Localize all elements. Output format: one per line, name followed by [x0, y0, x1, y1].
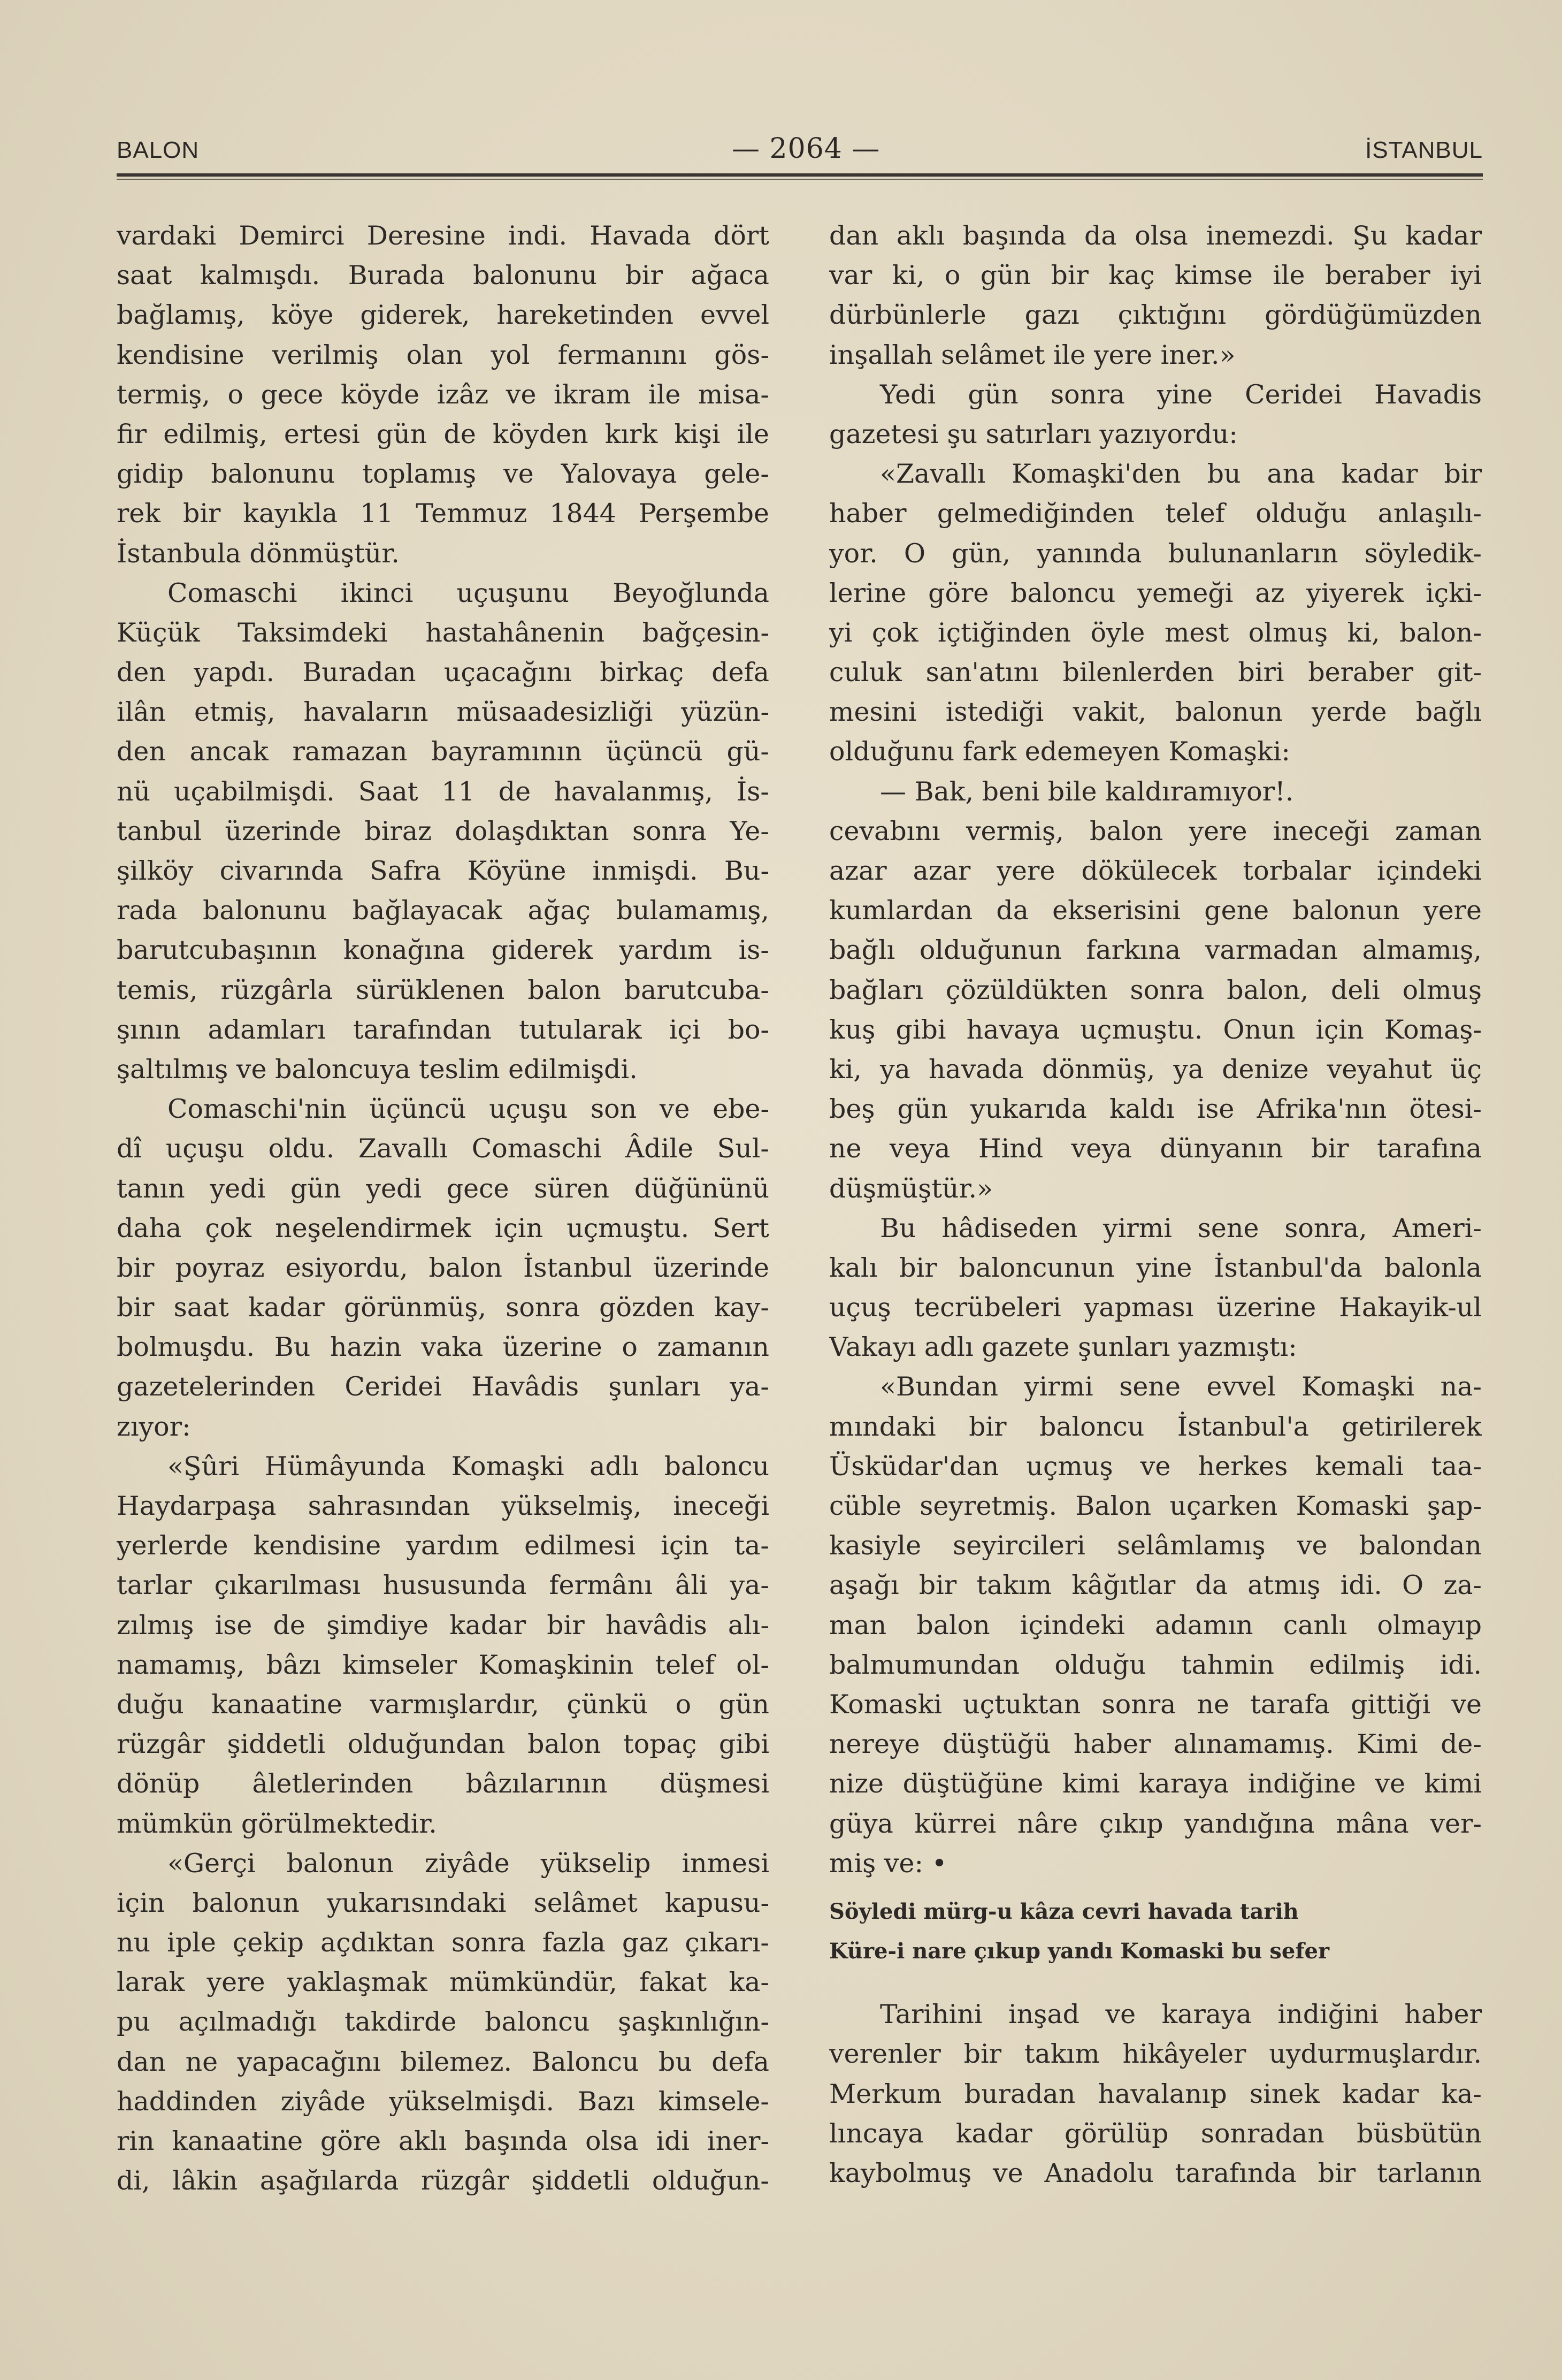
text-line: mümkün görülmektedir.: [117, 1808, 437, 1839]
text-line: «Şûri Hümâyunda Komaşki adlı baloncu: [167, 1451, 769, 1482]
text-line: dan aklı başında da olsa inemezdi. Şu kadar: [829, 220, 1482, 251]
text-line: saat kalmışdı. Burada balonunu bir ağaca: [117, 260, 769, 291]
text-line: zıyor:: [117, 1411, 191, 1442]
text-line: İstanbula dönmüştür.: [117, 538, 400, 569]
text-line: gazetesi şu satırları yazıyordu:: [829, 418, 1238, 449]
text-line: yerlerde kendisine yardım edilmesi için ta-: [117, 1530, 769, 1561]
text-line: haddinden ziyâde yükselmişdi. Bazı kimsele-: [117, 2086, 769, 2117]
text-line: miş ve: •: [829, 1848, 947, 1879]
text-line: yi çok içtiğinden öyle mest olmuş ki, balon-: [829, 617, 1482, 648]
text-line: rin kanaatine göre aklı başında olsa idi iner-: [117, 2126, 769, 2156]
text-line: vardaki Demirci Deresine indi. Havada dört: [117, 220, 769, 251]
text-line: zılmış ise de şimdiye kadar bir havâdis alı-: [117, 1609, 769, 1641]
text-line: nu iple çekip açdıktan sonra fazla gaz çıkarı-: [117, 1927, 769, 1958]
text-line: kuş gibi havaya uçmuştu. Onun için Komaş-: [829, 1014, 1482, 1045]
text-line: culuk san'atını bilenlerden biri beraber git-: [829, 657, 1482, 688]
text-line: düşmüştür.»: [829, 1173, 993, 1204]
text-line: rüzgâr şiddetli olduğundan balon topaç gibi: [117, 1729, 769, 1760]
text-line: için balonun yukarısındaki selâmet kapusu-: [117, 1887, 769, 1918]
left-column: [117, 216, 769, 2201]
text-line: bağları çözüldükten sonra balon, deli olmuş: [829, 974, 1482, 1005]
text-line: verenler bir takım hikâyeler uydurmuşlardır.: [829, 2039, 1482, 2070]
text-line: tanın yedi gün yedi gece süren düğününü: [117, 1173, 769, 1204]
text-line: bir saat kadar görünmüş, sonra gözden kay-: [117, 1292, 769, 1323]
running-header: [117, 127, 1483, 170]
text-line: şilköy civarında Safra Köyüne inmişdi. Bu-: [117, 856, 769, 886]
text-line: Haydarpaşa sahrasından yükselmiş, ineceği: [117, 1491, 769, 1521]
text-line: haber gelmediğinden telef olduğu anlaşılı-: [829, 498, 1482, 529]
text-line: balmumundan olduğu tahmin edilmiş idi.: [829, 1649, 1482, 1680]
text-line: kendisine verilmiş olan yol fermanını gös-: [117, 339, 769, 370]
verse-line: Söyledi mürg-u kâza cevri havada tarih: [829, 1898, 1299, 1924]
text-line: aşağı bir takım kâğıtlar da atmış idi. O za-: [829, 1570, 1482, 1601]
text-line: — Bak, beni bile kaldıramıyor!.: [880, 776, 1294, 807]
text-line: mesini istediği vakit, balonun yerde bağlı: [829, 697, 1482, 728]
text-line: ilân etmiş, havaların müsaadesizliği yüzün-: [117, 697, 769, 728]
text-line: kaybolmuş ve Anadolu tarafında bir tarlanın: [829, 2158, 1482, 2188]
text-line: tarlar çıkarılması hususunda fermânı âli ya-: [117, 1570, 769, 1601]
text-line: güya kürrei nâre çıkıp yandığına mâna ver-: [829, 1808, 1482, 1839]
verse-spacer: [829, 1971, 1482, 1995]
text-line: man balon içindeki adamın canlı olmayıp: [829, 1609, 1482, 1641]
text-line: dönüp âletlerinden bâzılarının düşmesi: [117, 1768, 769, 1799]
text-line: di, lâkin aşağılarda rüzgâr şiddetli olduğun-: [117, 2165, 769, 2196]
text-line: şının adamları tarafından tutularak içi bo-: [117, 1014, 769, 1045]
text-line: larak yere yaklaşmak mümkündür, fakat ka-: [117, 1967, 769, 1998]
header-rule-thin: [117, 179, 1483, 180]
header-rule: [117, 173, 1483, 177]
text-line: var ki, o gün bir kaç kimse ile beraber iyi: [829, 260, 1482, 291]
text-line: gazetelerinden Ceridei Havâdis şunları ya-: [117, 1371, 769, 1402]
text-line: dî uçuşu oldu. Zavallı Comaschi Âdile Sul-: [117, 1133, 769, 1164]
text-line: termiş, o gece köyde izâz ve ikram ile misa-: [117, 379, 769, 410]
text-line: azar azar yere dökülecek torbalar içindeki: [829, 856, 1482, 886]
header-volume-title: İSTANBUL: [1365, 137, 1483, 163]
text-line: uçuş tecrübeleri yapması üzerine Hakayik-ul: [829, 1292, 1482, 1323]
text-line: cüble seyretmiş. Balon uçarken Komaski şap-: [829, 1491, 1482, 1521]
text-line: nize düştüğüne kimi karaya indiğine ve kimi: [829, 1768, 1482, 1799]
text-line: barutcubaşının konağına giderek yardım is-: [117, 935, 769, 966]
text-line: fir edilmiş, ertesi gün de köyden kırk kişi ile: [117, 418, 769, 449]
verse-spacer: [829, 1883, 1482, 1892]
text-line: lerine göre baloncu yemeği az yiyerek içki-: [829, 577, 1482, 608]
text-line: inşallah selâmet ile yere iner.»: [829, 339, 1236, 370]
text-line: den yapdı. Buradan uçacağını birkaç defa: [117, 657, 769, 688]
text-line: yor. O gün, yanında bulunanların söyledik-: [829, 538, 1482, 569]
text-line: Komaski uçtuktan sonra ne tarafa gittiği ve: [829, 1689, 1482, 1720]
text-line: kumlardan da ekserisini gene balonun yere: [829, 895, 1482, 926]
text-line: mındaki bir baloncu İstanbul'a getirilerek: [829, 1411, 1482, 1442]
text-line: gidip balonunu toplamış ve Yalovaya gele-: [117, 459, 769, 490]
text-line: duğu kanaatine varmışlardır, çünkü o gün: [117, 1689, 769, 1720]
page-number: — 2064 —: [732, 133, 880, 165]
text-line: Vakayı adlı gazete şunları yazmıştı:: [829, 1332, 1297, 1363]
text-line: daha çok neşelendirmek için uçmuştu. Sert: [117, 1212, 769, 1244]
text-line: Merkum buradan havalanıp sinek kadar ka-: [829, 2078, 1482, 2109]
text-line: bir poyraz esiyordu, balon İstanbul üzerinde: [117, 1252, 769, 1283]
text-line: şaltılmış ve baloncuya teslim edilmişdi.: [117, 1054, 638, 1085]
text-line: Üsküdar'dan uçmuş ve herkes kemali taa-: [829, 1451, 1482, 1482]
text-line: ne veya Hind veya dünyanın bir tarafına: [829, 1133, 1482, 1164]
text-line: bağlı olduğunun farkına varmadan almamış,: [829, 935, 1482, 966]
text-line: Comaschi ikinci uçuşunu Beyoğlunda: [167, 577, 769, 608]
text-line: nereye düştüğü haber alınamamış. Kimi de-: [829, 1729, 1482, 1760]
text-line: namamış, bâzı kimseler Komaşkinin telef ol-: [117, 1649, 769, 1680]
text-line: rada balonunu bağlayacak ağaç bulamamış,: [117, 895, 769, 926]
text-line: Comaschi'nin üçüncü uçuşu son ve ebe-: [167, 1094, 769, 1125]
text-line: ki, ya havada dönmüş, ya denize veyahut üç: [829, 1054, 1482, 1085]
text-line: kasiyle seyircileri selâmlamış ve balondan: [829, 1530, 1482, 1561]
text-line: «Zavallı Komaşki'den bu ana kadar bir: [880, 459, 1482, 490]
text-line: Küçük Taksimdeki hastahânenin bağçesin-: [117, 617, 769, 648]
text-line: Yedi gün sonra yine Ceridei Havadis: [880, 379, 1482, 410]
text-line: «Gerçi balonun ziyâde yükselip inmesi: [167, 1848, 769, 1879]
text-line: pu açılmadığı takdirde baloncu şaşkınlığın-: [117, 2007, 769, 2038]
text-line: beş gün yukarıda kaldı ise Afrika'nın ötesi-: [829, 1094, 1482, 1125]
text-line: cevabını vermiş, balon yere ineceği zaman: [829, 815, 1482, 846]
text-line: bolmuşdu. Bu hazin vaka üzerine o zamanın: [117, 1332, 769, 1363]
text-line: olduğunu fark edemeyen Komaşki:: [829, 736, 1290, 767]
text-line: bağlamış, köye giderek, hareketinden evvel: [117, 300, 769, 331]
text-line: dürbünlerle gazı çıktığını gördüğümüzden: [829, 300, 1482, 331]
text-line: rek bir kayıkla 11 Temmuz 1844 Perşembe: [117, 498, 769, 529]
text-line: temis, rüzgârla sürüklenen balon barutcuba-: [117, 974, 769, 1005]
verse-line: Küre-i nare çıkup yandı Komaski bu sefer: [829, 1939, 1330, 1964]
text-line: dan ne yapacağını bilemez. Baloncu bu defa: [117, 2046, 769, 2077]
text-line: Bu hâdiseden yirmi sene sonra, Ameri-: [880, 1212, 1482, 1244]
text-line: nü uçabilmişdi. Saat 11 de havalanmış, İs-: [117, 776, 769, 807]
text-line: lıncaya kadar görülüp sonradan büsbütün: [829, 2118, 1482, 2149]
text-line: kalı bir baloncunun yine İstanbul'da balonla: [829, 1252, 1482, 1283]
text-line: tanbul üzerinde biraz dolaşdıktan sonra Ye-: [117, 815, 769, 846]
text-line: «Bundan yirmi sene evvel Komaşki na-: [880, 1371, 1482, 1402]
text-line: den ancak ramazan bayramının üçüncü gü-: [117, 736, 769, 767]
text-line: Tarihini inşad ve karaya indiğini haber: [880, 1999, 1482, 2030]
right-column: [829, 216, 1482, 2193]
header-section-title: BALON: [117, 137, 200, 163]
